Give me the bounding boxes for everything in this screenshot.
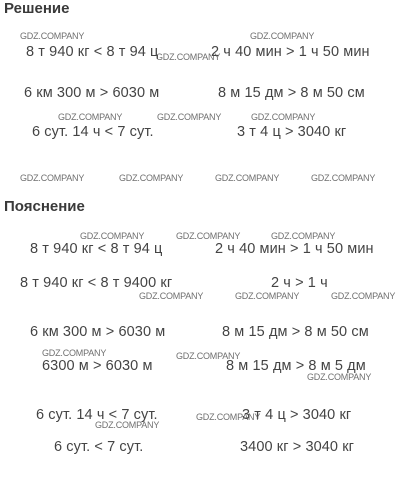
solution-heading: Решение: [4, 0, 70, 17]
watermark: GDZ.COMPANY: [139, 291, 204, 301]
explanation-expression: 6 сут. < 7 сут.: [54, 439, 144, 455]
watermark: GDZ.COMPANY: [80, 231, 145, 241]
explanation-expression: 6 сут. 14 ч < 7 сут.: [36, 407, 158, 423]
explanation-expression: 3 т 4 ц > 3040 кг: [242, 407, 352, 423]
explanation-expression: 2 ч > 1 ч: [271, 275, 328, 291]
explanation-expression: 8 т 940 кг < 8 т 9400 кг: [20, 275, 173, 291]
explanation-expression: 8 м 15 дм > 8 м 5 дм: [226, 358, 366, 374]
explanation-expression: 6300 м > 6030 м: [42, 358, 153, 374]
explanation-expression: 2 ч 40 мин > 1 ч 50 мин: [215, 241, 374, 257]
watermark: GDZ.COMPANY: [250, 31, 315, 41]
solution-expression: 6 сут. 14 ч < 7 сут.: [32, 124, 154, 140]
explanation-expression: 6 км 300 м > 6030 м: [30, 324, 166, 340]
watermark: GDZ.COMPANY: [307, 372, 372, 382]
watermark: GDZ.COMPANY: [42, 348, 107, 358]
watermark: GDZ.COMPANY: [58, 112, 123, 122]
watermark: GDZ.COMPANY: [235, 291, 300, 301]
solution-expression: 3 т 4 ц > 3040 кг: [237, 124, 347, 140]
watermark: GDZ.COMPANY: [271, 231, 336, 241]
watermark: GDZ.COMPANY: [20, 31, 85, 41]
solution-expression: 2 ч 40 мин > 1 ч 50 мин: [211, 44, 370, 60]
watermark: GDZ.COMPANY: [251, 112, 316, 122]
explanation-heading: Пояснение: [4, 198, 85, 215]
watermark: GDZ.COMPANY: [20, 173, 85, 183]
solution-expression: 6 км 300 м > 6030 м: [24, 85, 160, 101]
solution-expression: 8 м 15 дм > 8 м 50 см: [218, 85, 365, 101]
solution-expression: 8 т 940 кг < 8 т 94 ц: [26, 44, 159, 60]
watermark: GDZ.COMPANY: [119, 173, 184, 183]
explanation-expression: 3400 кг > 3040 кг: [240, 439, 355, 455]
explanation-expression: 8 т 940 кг < 8 т 94 ц: [30, 241, 163, 257]
watermark: GDZ.COMPANY: [176, 231, 241, 241]
watermark: GDZ.COMPANY: [215, 173, 280, 183]
watermark: GDZ.COMPANY: [331, 291, 396, 301]
watermark: GDZ.COMPANY: [176, 351, 241, 361]
watermark: GDZ.COMPANY: [311, 173, 376, 183]
watermark: GDZ.COMPANY: [156, 52, 221, 62]
watermark: GDZ.COMPANY: [95, 420, 160, 430]
watermark: GDZ.COMPANY: [157, 112, 222, 122]
explanation-expression: 8 м 15 дм > 8 м 50 см: [222, 324, 369, 340]
watermark: GDZ.COMPANY: [196, 412, 261, 422]
